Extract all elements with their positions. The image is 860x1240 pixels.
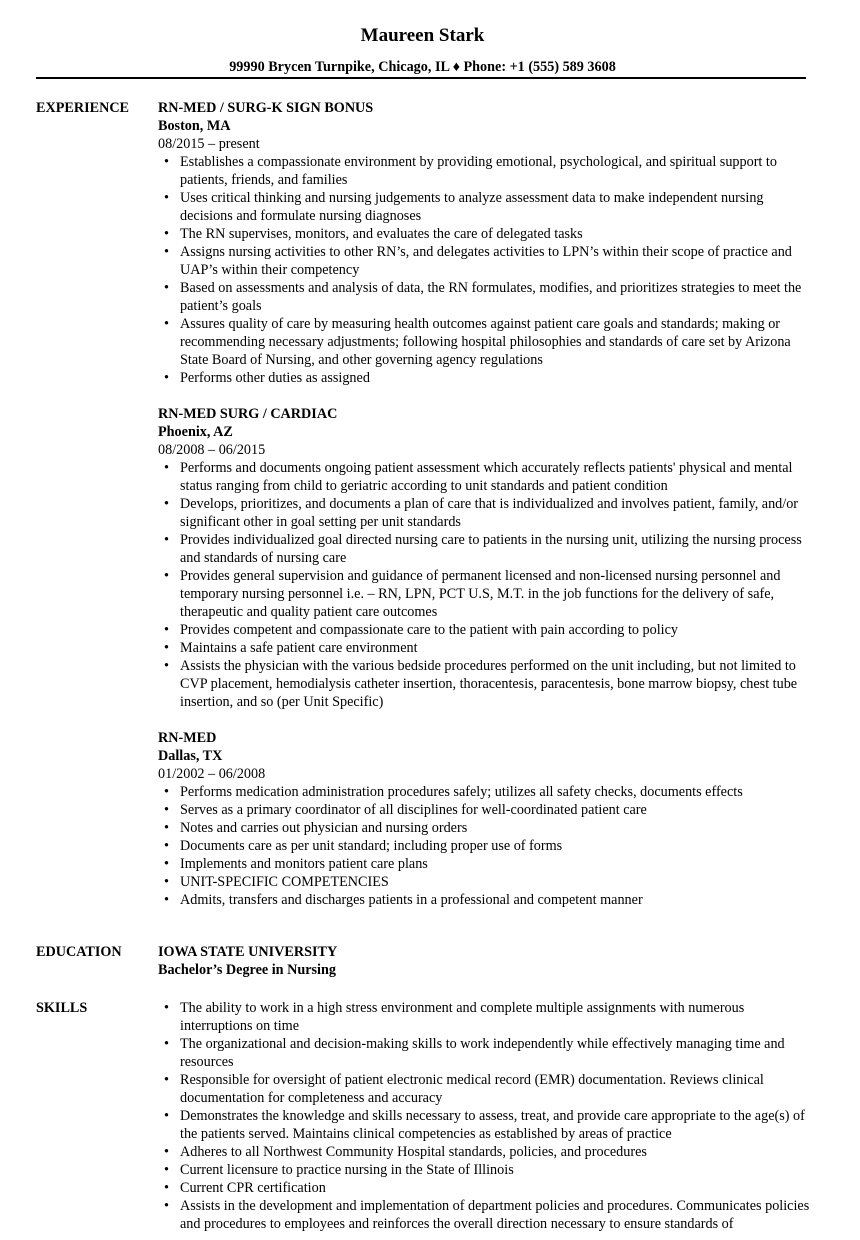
duty-item: • Provides individualized goal directed nursing care to patients in the nursing unit, utilizing the nursing process and standards of nursing care — [158, 531, 818, 567]
skill-item: • Assists in the development and implementation of department policies and procedures. Communicates policies and procedures to employees and reinforces the overall direction necessary to ensure standards of — [158, 1197, 818, 1233]
duty-item: • UNIT-SPECIFIC COMPETENCIES — [158, 873, 818, 891]
duty-item: • Uses critical thinking and nursing judgements to analyze assessment data to make independent nursing decisions and formulate nursing diagnoses — [158, 189, 818, 225]
experience-label: EXPERIENCE — [36, 100, 130, 116]
skill-item: • Current CPR certification — [158, 1179, 818, 1197]
job-title: RN-MED / SURG-K SIGN BONUS — [158, 100, 374, 116]
education-school: IOWA STATE UNIVERSITY — [158, 944, 338, 960]
duty-item: • Maintains a safe patient care environment — [158, 639, 818, 657]
contact-line: 99990 Brycen Turnpike, Chicago, IL ♦ Phone: +1 (555) 589 3608 — [229, 59, 616, 75]
duty-item: • Based on assessments and analysis of data, the RN formulates, modifies, and prioritizes strategies to meet the patient’s goals — [158, 279, 818, 315]
skill-item: • Demonstrates the knowledge and skills necessary to assess, treat, and provide care appropriate to the age(s) of the patients served. Maintains clinical competencies as established by areas of practice — [158, 1107, 818, 1143]
skill-item: • The ability to work in a high stress environment and complete multiple assignments with numerous interruptions on time — [158, 999, 818, 1035]
duty-item: • Notes and carries out physician and nursing orders — [158, 819, 818, 837]
duty-item: • Implements and monitors patient care plans — [158, 855, 818, 873]
duty-item: • Serves as a primary coordinator of all disciplines for well-coordinated patient care — [158, 801, 818, 819]
job-location: Phoenix, AZ — [158, 424, 233, 440]
job-entry — [158, 729, 818, 909]
experience-list — [158, 99, 818, 927]
education-entry — [158, 943, 818, 979]
job-dates: 08/2008 – 06/2015 — [158, 442, 266, 458]
duty-item: • Develops, prioritizes, and documents a plan of care that is individualized and involves patient, family, and/or significant other in goal setting per unit standards — [158, 495, 818, 531]
duty-item: • Establishes a compassionate environment by providing emotional, psychological, and spiritual support to patients, friends, and families — [158, 153, 818, 189]
job-duties — [158, 153, 818, 387]
skills-list-wrap — [158, 999, 818, 1233]
job-dates: 01/2002 – 06/2008 — [158, 766, 266, 782]
job-title: RN-MED — [158, 730, 217, 746]
skills-list — [158, 999, 818, 1233]
duty-item: • Assures quality of care by measuring health outcomes against patient care goals and standards; making or recommending necessary adjustments; following hospital philosophies and standards of care set by Arizona State Board of Nursing, and other governing agency regulations — [158, 315, 818, 369]
skill-item: • Current licensure to practice nursing in the State of Illinois — [158, 1161, 818, 1179]
duty-item: • Assists the physician with the various bedside procedures performed on the unit including, but not limited to CVP placement, hemodialysis catheter insertion, thoracentesis, paracentesis, bone marrow biopsy, chest tube insertion, and so (per Unit Specific) — [158, 657, 818, 711]
candidate-name: Maureen Stark — [360, 25, 485, 46]
job-location: Dallas, TX — [158, 748, 223, 764]
duty-item: • Provides general supervision and guidance of permanent licensed and non-licensed nursing personnel and temporary nursing personnel i.e. – RN, LPN, PCT U.S, M.T. in the job functions for the delivery of safe, therapeutic and quality patient care outcomes — [158, 567, 818, 621]
job-dates: 08/2015 – present — [158, 136, 260, 152]
skills-label: SKILLS — [36, 1000, 88, 1016]
duty-item: • Performs other duties as assigned — [158, 369, 818, 387]
skill-item: • The organizational and decision-making skills to work independently while effectively managing time and resources — [158, 1035, 818, 1071]
duty-item: • Admits, transfers and discharges patients in a professional and competent manner — [158, 891, 818, 909]
job-duties — [158, 459, 818, 711]
job-entry — [158, 99, 818, 387]
duty-item: • Performs and documents ongoing patient assessment which accurately reflects patients' physical and mental status ranging from child to geriatric according to unit standards and patient condition — [158, 459, 818, 495]
job-entry — [158, 405, 818, 711]
education-degree: Bachelor’s Degree in Nursing — [158, 962, 336, 978]
duty-item: • Performs medication administration procedures safely; utilizes all safety checks, documents effects — [158, 783, 818, 801]
job-title: RN-MED SURG / CARDIAC — [158, 406, 338, 422]
job-duties — [158, 783, 818, 909]
skill-item: • Adheres to all Northwest Community Hospital standards, policies, and procedures — [158, 1143, 818, 1161]
duty-item: • Assigns nursing activities to other RN’s, and delegates activities to LPN’s within their scope of practice and UAP’s within their competency — [158, 243, 818, 279]
header-divider — [36, 77, 806, 79]
education-label: EDUCATION — [36, 944, 122, 960]
job-location: Boston, MA — [158, 118, 231, 134]
duty-item: • Documents care as per unit standard; including proper use of forms — [158, 837, 818, 855]
duty-item: • Provides competent and compassionate care to the patient with pain according to policy — [158, 621, 818, 639]
skill-item: • Responsible for oversight of patient electronic medical record (EMR) documentation. Reviews clinical documentation for completeness and accuracy — [158, 1071, 818, 1107]
duty-item: • The RN supervises, monitors, and evaluates the care of delegated tasks — [158, 225, 818, 243]
